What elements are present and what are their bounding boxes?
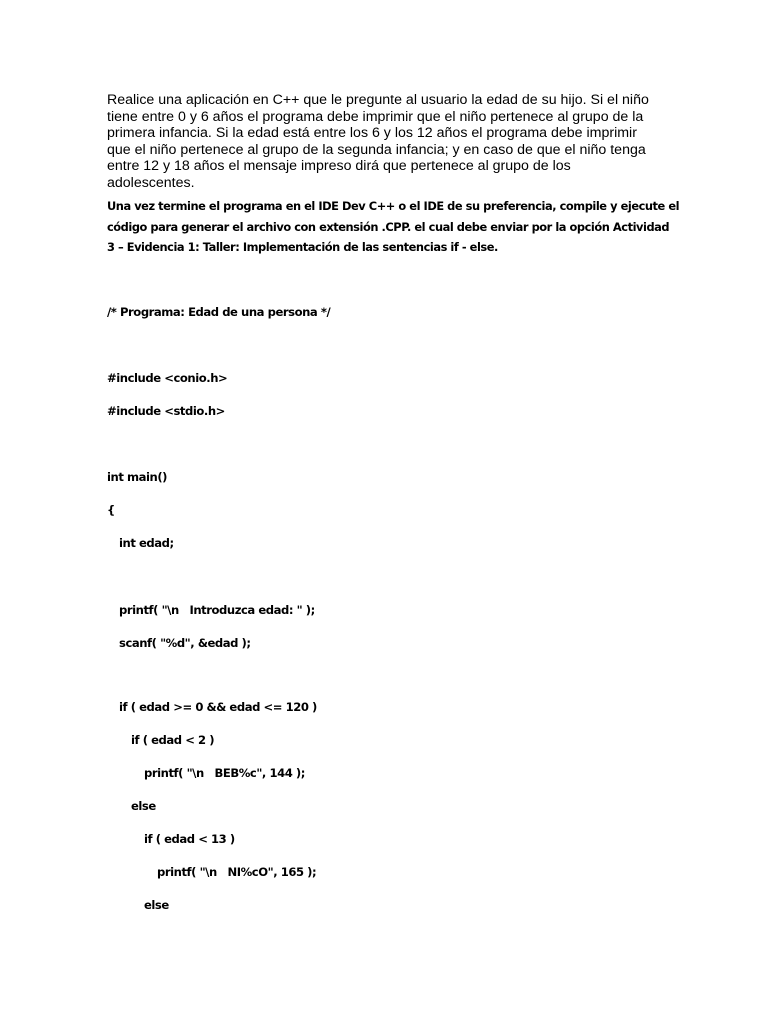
description-line: Realice una aplicación en C++ que le pregunte al usuario la edad de su hijo. Si el niño [107,92,649,108]
code-printf-beb: printf( "\n BEB%c", 144 ); [144,766,305,780]
submission-instructions [107,196,707,258]
description-line: entre 12 y 18 años el mensaje impreso dirá que pertenece al grupo de los [107,158,571,175]
code-if-lt2: if ( edad < 2 ) [131,733,215,747]
code-include-stdio: #include <stdio.h> [107,404,225,418]
assignment-description [107,92,667,192]
description-line: que el niño pertenece al grupo de la segunda infancia; y en caso de que el niño tenga [107,141,646,158]
code-main-signature: int main() [107,470,168,484]
instruction-line: 3 – Evidencia 1: Taller: Implementación de las sentencias if - else. [107,240,498,254]
code-scanf: scanf( "%d", &edad ); [119,636,251,650]
code-if-lt13: if ( edad < 13 ) [144,832,235,846]
instruction-line: Una vez termine el programa en el IDE Dev C++ o el IDE de su preferencia, compile y ejecute el [107,199,680,213]
code-else: else [131,799,156,813]
description-line: tiene entre 0 y 6 años el programa debe imprimir que el niño pertenece al grupo de la [107,108,644,125]
code-comment: /* Programa: Edad de una persona */ [107,305,331,319]
instruction-line: código para generar el archivo con extensión .CPP. el cual debe enviar por la opción Actividad [107,219,670,234]
code-include-conio: #include <conio.h> [107,371,228,385]
code-if-range: if ( edad >= 0 && edad <= 120 ) [119,700,317,714]
code-printf-nino: printf( "\n NI%cO", 165 ); [157,865,317,879]
code-open-brace: { [107,503,115,517]
code-declaration: int edad; [119,536,174,550]
description-line: adolescentes. [107,174,195,191]
code-else: else [144,898,169,912]
code-printf-prompt: printf( "\n Introduzca edad: " ); [119,603,315,617]
description-line: primera infancia. Si la edad está entre los 6 y los 12 años el programa debe imprimir [107,125,637,142]
